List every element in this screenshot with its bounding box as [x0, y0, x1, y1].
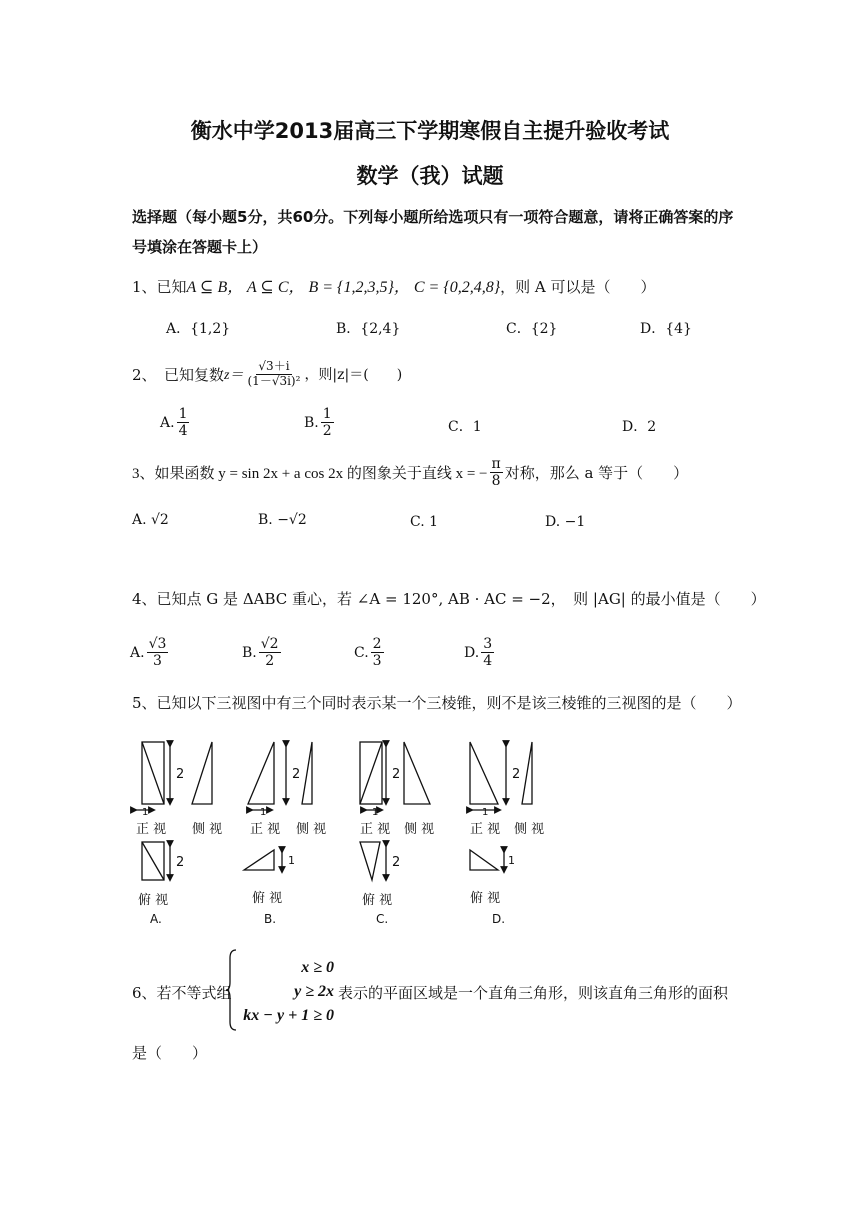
figure-a-side-view	[192, 742, 212, 804]
figure-b-dim-width: 1	[260, 807, 267, 818]
q4-option-c-num: 2	[372, 636, 382, 652]
inequality-system	[238, 956, 334, 1028]
q2-option-c: C．1	[448, 419, 482, 435]
q4-option-c-label: C.	[354, 644, 369, 661]
q3-eight: 8	[491, 473, 501, 490]
figure-a-dim-width: 1	[142, 807, 149, 818]
figure-a-option-label: A.	[150, 912, 162, 926]
q4-option-b-num: √2	[260, 636, 279, 652]
figure-a-side-label: 侧 视	[192, 822, 223, 837]
q4-option-c	[354, 636, 386, 669]
figure-a-dim-height: 2	[176, 767, 185, 782]
question-3-tail: 对称，那么 a 等于（ ）	[504, 464, 689, 483]
figure-d-side-view	[522, 742, 532, 804]
question-6-tail: 表示的平面区域是一个直角三角形，则该直角三角形的面积	[338, 984, 729, 1002]
section-header: 选择题（每小题5分，共60分。下列每小题所给选项只有一项符合题意，请将正确答案的序	[132, 208, 734, 226]
question-2	[132, 360, 402, 389]
figure-d-top-label: 俯 视	[470, 891, 501, 906]
q4-option-c-den: 3	[372, 653, 382, 670]
q2-option-a	[160, 406, 191, 439]
question-5: 5、已知以下三视图中有三个同时表示某一个三棱锥，则不是该三棱锥的三视图的是（ ）	[132, 694, 742, 712]
figure-c-option-label: C.	[376, 912, 389, 926]
figure-b-dim-top: 1	[288, 854, 295, 867]
figure-d-option-label: D.	[492, 912, 506, 926]
q4-option-d-label: D.	[464, 644, 480, 661]
q2-option-b	[304, 406, 336, 439]
q4-option-b-den: 2	[265, 653, 275, 670]
inequality-3: kx − y + 1 ≥ 0	[243, 1007, 334, 1024]
q4-option-d-num: 3	[483, 636, 493, 652]
q4-option-a-num: √3	[148, 636, 167, 652]
q1-option-c: C．{2}	[506, 321, 558, 337]
question-1	[132, 274, 656, 297]
figure-d-dim-width: 1	[482, 807, 489, 818]
question-2-denominator: (1－√3i)²	[247, 373, 301, 388]
q1-option-a: A．{1,2}	[166, 321, 231, 337]
figure-d-side-label: 侧 视	[514, 822, 545, 837]
question-6-number: 6、若不等式组	[132, 984, 232, 1002]
exam-subtitle: 数学（我）试题	[356, 164, 504, 188]
question-1-tail: ，则 A 可以是（ ）	[500, 278, 656, 296]
figure-a-dim-top: 2	[176, 855, 185, 870]
question-3	[132, 456, 688, 489]
figure-b	[244, 742, 312, 870]
q3-option-c: C. 1	[410, 514, 439, 530]
figure-d-top-view	[470, 850, 498, 870]
question-4: 4、已知点 G 是 ΔABC 重心，若 ∠A = 120°, AB · AC = −2， 则 |AG| 的最小值是（ ）	[132, 590, 766, 608]
question-3-fraction	[490, 456, 503, 489]
figure-d-dim-height: 2	[512, 767, 521, 782]
q3-pi: π	[491, 456, 501, 472]
q4-option-d	[464, 636, 496, 669]
q2-option-b-den: 2	[322, 423, 332, 440]
figure-c-dim-top: 2	[392, 855, 401, 870]
figure-d-dim-top: 1	[508, 854, 515, 867]
q2-option-b-num: 1	[322, 406, 332, 422]
q2-option-d: D．2	[622, 419, 657, 435]
q3-option-d: D. −1	[545, 514, 586, 530]
figure-c-top-view	[360, 842, 380, 880]
q2-option-a-den: 4	[178, 423, 188, 440]
figure-b-side-view	[302, 742, 312, 804]
figure-a-top-label: 俯 视	[138, 893, 169, 908]
q1-option-d: D．{4}	[640, 321, 692, 337]
figure-c-dim-height: 2	[392, 767, 401, 782]
figure-c-top-label: 俯 视	[362, 893, 393, 908]
question-3-text: 3、如果函数 y = sin 2x + a cos 2x 的图象关于直线 x = −	[132, 466, 488, 483]
question-2-numerator: √3＋i	[258, 359, 290, 373]
q1-option-b: B．{2,4}	[336, 321, 401, 337]
figure-b-option-label: B.	[264, 912, 277, 926]
section-header-line2: 号填涂在答题卡上）	[132, 238, 268, 256]
question-1-number: 1、已知	[132, 278, 187, 296]
figure-c-side-view	[404, 742, 430, 804]
q4-option-b	[242, 636, 283, 669]
question-2-number: 2、 已知复数	[132, 365, 225, 384]
figure-b-dim-height: 2	[292, 767, 301, 782]
figure-b-front-view	[248, 742, 274, 804]
q4-option-a-label: A.	[130, 644, 145, 661]
figure-b-side-label: 侧 视	[296, 822, 327, 837]
figure-b-front-label: 正 视	[250, 822, 281, 837]
exam-title: 衡水中学2013届高三下学期寒假自主提升验收考试	[190, 119, 670, 143]
inequality-1: x ≥ 0	[301, 959, 334, 976]
inequality-2: y ≥ 2x	[294, 983, 334, 1000]
figure-d-front-label: 正 视	[470, 822, 501, 837]
question-1-expression: A ⊆ B， A ⊆ C， B = {1,2,3,5}， C = {0,2,4,8}	[186, 279, 501, 296]
figure-c-front-label: 正 视	[360, 822, 391, 837]
figure-b-top-label: 俯 视	[252, 891, 283, 906]
q4-option-b-label: B.	[242, 644, 257, 661]
question-2-tail: ，则|z|＝( )	[304, 367, 403, 384]
question-2-z: z＝	[224, 368, 244, 384]
q4-option-a	[130, 636, 170, 669]
figure-c-side-label: 侧 视	[404, 822, 435, 837]
three-view-figures	[128, 730, 568, 930]
q4-option-d-den: 4	[483, 653, 493, 670]
figure-b-top-view	[244, 850, 274, 870]
question-2-fraction	[246, 360, 303, 389]
q2-option-a-num: 1	[178, 406, 188, 422]
q3-option-a: A. √2	[132, 512, 169, 528]
question-6-line2: 是（ ）	[132, 1044, 208, 1062]
figure-c-dim-width: 1	[372, 807, 379, 818]
q2-option-a-label: A.	[160, 414, 175, 431]
q2-option-b-label: B.	[304, 414, 319, 431]
q3-option-b: B. −√2	[258, 512, 307, 528]
figure-d-front-view	[470, 742, 498, 804]
q4-option-a-den: 3	[153, 653, 162, 670]
figure-a-front-label: 正 视	[136, 822, 167, 837]
left-brace	[226, 948, 236, 1032]
figure-d	[470, 742, 532, 870]
